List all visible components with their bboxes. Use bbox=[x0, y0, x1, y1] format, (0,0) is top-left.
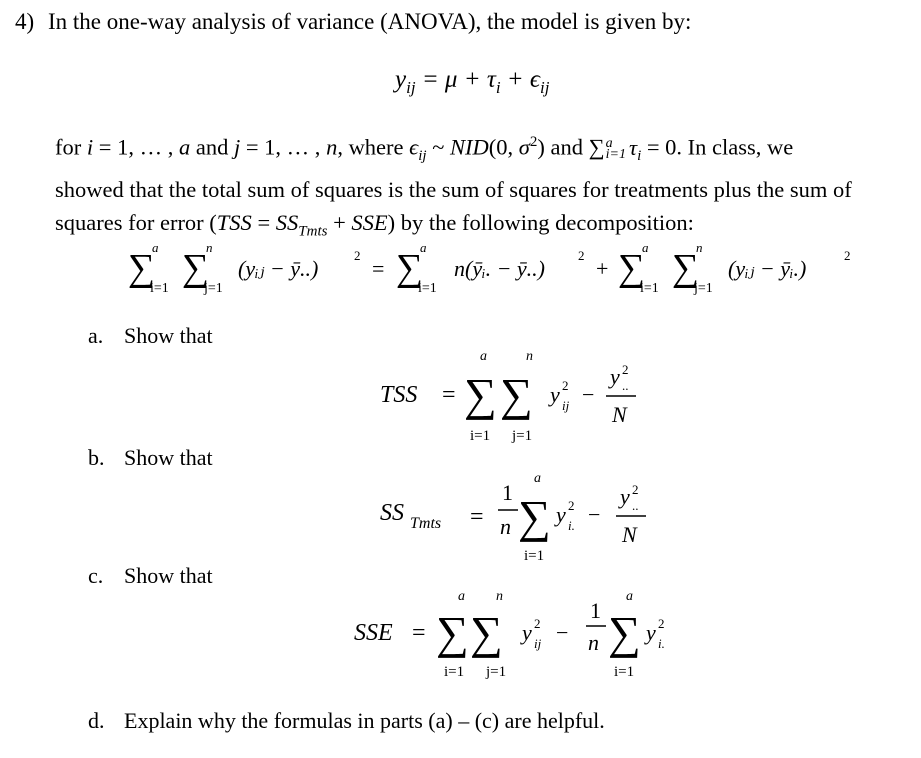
sse-frac-one: 1 bbox=[590, 598, 601, 623]
sum-symbol-5: ∑ bbox=[672, 247, 700, 289]
sum-1-lower: i=1 bbox=[150, 281, 169, 296]
sum-4-upper: a bbox=[642, 240, 649, 255]
term-treatment-sq: 2 bbox=[578, 248, 585, 263]
decomposition-svg bbox=[128, 238, 858, 298]
sse-sum-3-upper: a bbox=[626, 589, 633, 604]
sse-y-sq: 2 bbox=[534, 616, 541, 631]
sum-3-upper: a bbox=[420, 240, 427, 255]
part-d-text: Explain why the formulas in parts (a) – (c) are helpful. bbox=[124, 708, 605, 733]
formula-sse bbox=[350, 588, 690, 682]
term-error-sq: 2 bbox=[844, 248, 851, 263]
sum-3-lower: i=1 bbox=[418, 281, 437, 296]
sse-y-2-sq: 2 bbox=[658, 616, 665, 631]
problem-number: 4) bbox=[15, 9, 35, 34]
sum-symbol-2: ∑ bbox=[182, 247, 210, 289]
sstmts-lhs: SS bbox=[380, 500, 404, 526]
paragraph-line-1: for i = 1, … , a and j = 1, … , n, where $\epsilon_{ij}$ ~ NID(0, $\sigma^2$) and ∑ a i=1 $\tau_i = 0$. In class, we bbox=[55, 134, 794, 164]
decomp-plus: + bbox=[596, 256, 609, 281]
sstmts-frac-one: 1 bbox=[502, 480, 513, 505]
sum-symbol-1: ∑ bbox=[128, 247, 156, 289]
sstmts-frac-n: n bbox=[500, 514, 511, 539]
formula-tss bbox=[380, 346, 680, 450]
tss-frac-num-sub: .. bbox=[622, 378, 629, 393]
sse-y: y bbox=[522, 620, 532, 645]
sse-y-2-sub: i. bbox=[658, 636, 665, 651]
formula-sstmts-svg bbox=[380, 470, 680, 568]
tss-sum-2-lower: j=1 bbox=[512, 428, 533, 444]
sse-sum-2-lower: j=1 bbox=[486, 664, 507, 680]
sse-minus: − bbox=[556, 620, 569, 645]
tss-lhs: TSS bbox=[380, 382, 418, 408]
model-rhs: = μ + τ bbox=[421, 66, 496, 93]
sum-symbol-3: ∑ bbox=[396, 247, 424, 289]
tss-y-sq: 2 bbox=[562, 378, 569, 393]
tss-sum-1-lower: i=1 bbox=[470, 428, 491, 444]
part-c-text: Show that bbox=[124, 563, 213, 588]
paragraph-line-2: showed that the total sum of squares is the sum of squares for treatments plus the sum of bbox=[55, 177, 852, 202]
term-treatment: n(ȳᵢ. − ȳ..) bbox=[454, 256, 546, 281]
term-total: (yᵢⱼ − ȳ..) bbox=[238, 256, 319, 281]
sum-2-lower: j=1 bbox=[204, 281, 223, 296]
sse-lhs: SSE bbox=[354, 620, 393, 646]
sstmts-frac-num-sub: .. bbox=[632, 498, 639, 513]
sstmts-frac-num: y bbox=[620, 484, 630, 509]
tss-sum-1: ∑ bbox=[464, 369, 497, 420]
formula-sstmts bbox=[380, 470, 680, 568]
sse-sum-3: ∑ bbox=[608, 607, 641, 658]
sse-sum-1-upper: a bbox=[458, 589, 465, 604]
sse-y-2: y bbox=[646, 620, 656, 645]
term-total-sq: 2 bbox=[354, 248, 361, 263]
tss-sum-1-upper: a bbox=[480, 349, 487, 364]
sum-symbol-4: ∑ bbox=[618, 247, 646, 289]
sse-frac-n: n bbox=[588, 630, 599, 655]
sstmts-y: y bbox=[556, 502, 566, 527]
tss-y-sub: ij bbox=[562, 398, 570, 413]
sum-5-lower: j=1 bbox=[694, 281, 713, 296]
sum-2-upper: n bbox=[206, 240, 213, 255]
sstmts-equals: = bbox=[470, 504, 484, 530]
formula-tss-svg bbox=[380, 346, 680, 450]
sse-sum-2-upper: n bbox=[496, 589, 503, 604]
model-eps-sub: ij bbox=[540, 78, 550, 97]
model-lhs: y bbox=[395, 66, 407, 93]
intro-paragraph bbox=[55, 126, 915, 249]
part-a-letter: a. bbox=[88, 323, 104, 348]
part-b-text: Show that bbox=[124, 445, 213, 470]
sstmts-y-sub: i. bbox=[568, 518, 575, 533]
problem-intro: In the one-way analysis of variance (ANOVA), the model is given by: bbox=[48, 9, 692, 34]
tss-sum-2: ∑ bbox=[500, 369, 533, 420]
paragraph-line-3: squares for error $(TSS = SS_{Tmts} + SSE)$ by the following decomposition: bbox=[55, 210, 694, 240]
sstmts-y-sq: 2 bbox=[568, 498, 575, 513]
model-lhs-sub: ij bbox=[406, 78, 416, 97]
sstmts-minus: − bbox=[588, 502, 601, 527]
part-b-letter: b. bbox=[88, 445, 105, 470]
sum-4-lower: i=1 bbox=[640, 281, 659, 296]
sse-equals: = bbox=[412, 620, 426, 646]
sstmts-sum-lower: i=1 bbox=[524, 548, 545, 564]
tss-frac-num-sq: 2 bbox=[622, 362, 629, 377]
sstmts-sum: ∑ bbox=[518, 491, 551, 542]
model-tau-sub: i bbox=[495, 78, 501, 97]
formula-sse-svg bbox=[350, 588, 690, 682]
ss-decomposition bbox=[128, 238, 858, 298]
tss-frac-den: N bbox=[612, 402, 627, 427]
sse-sum-2: ∑ bbox=[470, 607, 503, 658]
tss-sum-2-upper: n bbox=[526, 349, 533, 364]
sse-sum-1-lower: i=1 bbox=[444, 664, 465, 680]
part-a-text: Show that bbox=[124, 323, 213, 348]
decomp-equals: = bbox=[372, 256, 385, 281]
sse-y-sub: ij bbox=[534, 636, 542, 651]
sse-sum-1: ∑ bbox=[436, 607, 469, 658]
sstmts-frac-num-sq: 2 bbox=[632, 482, 639, 497]
model-eps: + ϵ bbox=[506, 66, 540, 93]
tss-frac-num: y bbox=[610, 364, 620, 389]
model-equation bbox=[395, 66, 549, 98]
sum-5-upper: n bbox=[696, 240, 703, 255]
term-error: (yᵢⱼ − ȳᵢ.) bbox=[728, 256, 807, 281]
part-d-letter: d. bbox=[88, 708, 105, 733]
tss-equals: = bbox=[442, 382, 456, 408]
part-c-letter: c. bbox=[88, 563, 104, 588]
sse-sum-3-lower: i=1 bbox=[614, 664, 635, 680]
sum-1-upper: a bbox=[152, 240, 159, 255]
sstmts-sum-upper: a bbox=[534, 471, 541, 486]
tss-y: y bbox=[550, 382, 560, 407]
sstmts-lhs-sub: Tmts bbox=[410, 515, 442, 532]
sstmts-frac-den: N bbox=[622, 522, 637, 547]
tss-minus: − bbox=[582, 382, 595, 407]
